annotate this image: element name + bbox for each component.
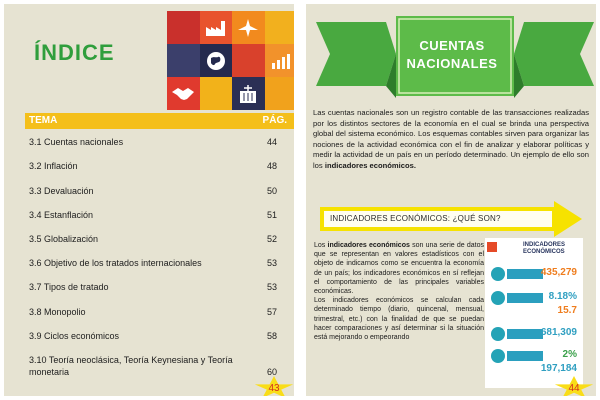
intro-bold: indicadores económicos. xyxy=(324,160,416,170)
infographic-value: 8.18% xyxy=(548,291,577,302)
entry-page: 48 xyxy=(266,161,277,171)
factory-icon xyxy=(200,11,233,44)
description-paragraph xyxy=(314,241,484,342)
mosaic-tile xyxy=(167,11,200,44)
infographic-value: 197,184 xyxy=(540,363,577,374)
entry-page: 50 xyxy=(266,186,277,196)
desc-text: Los xyxy=(314,242,328,249)
infographic-bar xyxy=(507,329,543,339)
globe-icon xyxy=(200,44,233,77)
infographic-title: INDICADORES ECONÓMICOS xyxy=(523,242,566,255)
handshake-icon xyxy=(167,77,200,110)
container-icon xyxy=(232,77,265,110)
mosaic-tile xyxy=(232,44,265,77)
index-title: ÍNDICE xyxy=(34,40,115,65)
left-page xyxy=(4,4,294,396)
page-number: 43 xyxy=(268,383,280,394)
mosaic-tile xyxy=(265,11,295,44)
entry-label: 3.6 Objetivo de los tratados internacionales xyxy=(29,258,202,268)
entry-label: 3.4 Estanflación xyxy=(29,210,94,220)
logo-icon xyxy=(487,242,497,252)
infographic-row xyxy=(491,360,577,382)
mosaic-tile xyxy=(265,77,295,110)
infographic-value: 681,309 xyxy=(540,327,577,338)
entry-page: 52 xyxy=(266,234,277,244)
section-title: INDICADORES ECONÓMICOS: ¿QUÉ SON? xyxy=(330,214,501,223)
entry-label: 3.5 Globalización xyxy=(29,234,99,244)
airplane-icon xyxy=(232,11,265,44)
banner-title-line: NACIONALES xyxy=(406,56,498,71)
entry-page: 53 xyxy=(266,282,277,292)
entry-label: 3.1 Cuentas nacionales xyxy=(29,137,124,147)
population-icon xyxy=(491,267,505,281)
entry-page: 58 xyxy=(266,331,277,341)
infographic-value: 435,279 xyxy=(540,267,577,278)
desc-text: son una serie de datos que se representan en valores estadísticos con el objeto de indicarnos como se encuentra la economía de un país; los indicadores económicos en sí reflejan el comportamiento de las principales variables económicas. xyxy=(314,242,484,296)
chart-icon xyxy=(265,44,295,77)
entry-label: 3.3 Devaluación xyxy=(29,186,94,196)
page-number: 44 xyxy=(568,383,580,394)
entry-label: 3.7 Tipos de tratado xyxy=(29,282,109,292)
header-topic: TEMA xyxy=(29,115,58,126)
entry-page: 51 xyxy=(266,210,277,220)
entry-page: 57 xyxy=(266,307,277,317)
intro-text: Las cuentas nacionales son un registro contable de las transacciones realizadas por los distintos sectores de la economía en el cual se brinda una perspectiva global del sistema económico. Los esquemas contables sirven para organizar las nociones de la actividad económica con el fin de analizar y elaborar políticas y medir la actividad de un país en un período determinado. Un ejemplo de ello son los xyxy=(313,108,589,170)
infographic-row xyxy=(491,324,577,346)
entry-label: 3.8 Monopolio xyxy=(29,307,86,317)
intro-paragraph xyxy=(313,108,589,172)
infographic-bar xyxy=(507,269,543,279)
banner-title-line: CUENTAS xyxy=(419,38,485,53)
indicators-infographic xyxy=(485,238,583,388)
entry-label: 3.2 Inflación xyxy=(29,161,78,171)
desc-text: Los indicadores económicos se calculan cada determinado tiempo (diario, quincenal, mensual, trimestral, etc.) con la finalidad de que se puedan hacer comparaciones y así determinar si la situación está mejorando o empeorando xyxy=(314,297,484,342)
index-header xyxy=(25,113,294,129)
infographic-value: 2% xyxy=(562,349,577,360)
mosaic-tile xyxy=(200,77,233,110)
industry-icon xyxy=(491,327,505,341)
entry-page: 60 xyxy=(266,367,277,377)
entry-page: 53 xyxy=(266,258,277,268)
entry-label: 3.9 Ciclos económicos xyxy=(29,331,120,341)
infographic-row xyxy=(491,302,577,324)
entry-page: 44 xyxy=(266,137,277,147)
mosaic-tile xyxy=(167,44,200,77)
header-page: PÁG. xyxy=(262,115,287,126)
entry-label: 3.10 Teoría neoclásica, Teoría Keynesiana y Teoría monetaria xyxy=(29,355,233,377)
economy-mosaic-image xyxy=(167,11,294,110)
right-page xyxy=(306,4,596,396)
infographic-value: 15.7 xyxy=(557,305,577,316)
banner-title xyxy=(392,37,512,73)
desc-bold: indicadores económicos xyxy=(327,242,410,249)
infographic-row xyxy=(491,264,577,286)
